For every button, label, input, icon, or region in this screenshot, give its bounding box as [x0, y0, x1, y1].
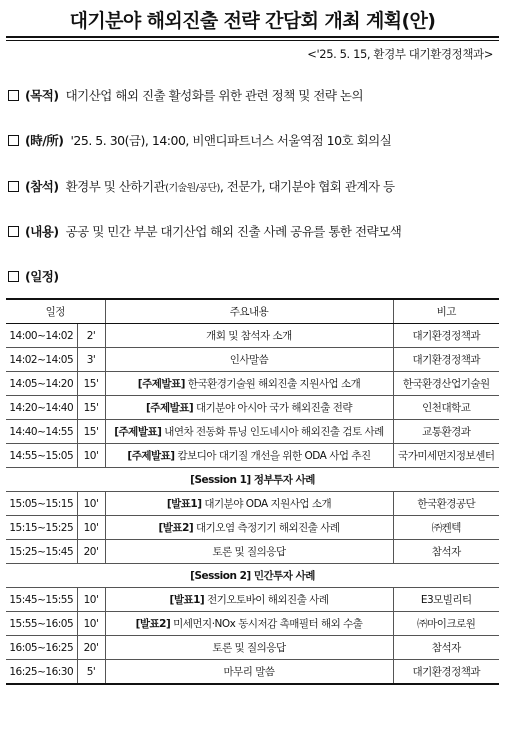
header-time: 일정 — [6, 299, 105, 324]
table-row — [6, 492, 499, 516]
content-text: 한국환경기술원 해외진출 지원사업 소개 — [187, 378, 361, 390]
duration-cell: 15' — [77, 372, 105, 396]
item-attendees — [8, 177, 499, 195]
item-label: (일정) — [25, 269, 59, 284]
table-row — [6, 612, 499, 636]
table-row — [6, 420, 499, 444]
content-text: 인사말씀 — [229, 354, 269, 366]
presentation-tag: [주제발표] — [114, 426, 162, 438]
duration-cell: 20' — [77, 636, 105, 660]
presentation-tag: [주제발표] — [146, 402, 194, 414]
table-row — [6, 660, 499, 685]
checkbox-square-icon — [8, 271, 19, 282]
table-row — [6, 516, 499, 540]
table-row — [6, 324, 499, 348]
note-cell: 참석자 — [393, 540, 499, 564]
time-cell: 14:02~14:05 — [6, 348, 77, 372]
content-text: 내연차 전동화 튜닝 인도네시아 해외진출 검토 사례 — [164, 426, 384, 438]
item-purpose — [8, 86, 499, 104]
content-cell — [105, 636, 393, 660]
duration-cell: 10' — [77, 444, 105, 468]
note-cell: 인천대학교 — [393, 396, 499, 420]
note-cell: 대기환경정책과 — [393, 348, 499, 372]
content-text: 대기분야 ODA 지원사업 소개 — [204, 498, 332, 510]
time-cell: 14:55~15:05 — [6, 444, 77, 468]
presentation-tag: [발표1] — [166, 498, 202, 510]
presentation-tag: [발표1] — [169, 594, 205, 606]
schedule-table — [6, 298, 499, 685]
table-row — [6, 444, 499, 468]
header-content: 주요내용 — [105, 299, 393, 324]
content-cell — [105, 348, 393, 372]
table-row — [6, 588, 499, 612]
item-label: (내용) — [25, 224, 59, 239]
content-cell — [105, 492, 393, 516]
checkbox-square-icon — [8, 181, 19, 192]
content-cell — [105, 516, 393, 540]
header-note: 비고 — [393, 299, 499, 324]
schedule-header-row — [6, 299, 499, 324]
time-cell: 14:40~14:55 — [6, 420, 77, 444]
checkbox-square-icon — [8, 226, 19, 237]
time-cell: 15:05~15:15 — [6, 492, 77, 516]
note-cell: ㈜켄텍 — [393, 516, 499, 540]
session-title: [Session 1] 정부투자 사례 — [6, 468, 499, 492]
title-rule-thick — [6, 36, 499, 38]
content-cell — [105, 444, 393, 468]
presentation-tag: [주제발표] — [137, 378, 185, 390]
time-cell: 16:05~16:25 — [6, 636, 77, 660]
content-cell — [105, 324, 393, 348]
time-cell: 14:00~14:02 — [6, 324, 77, 348]
item-label: (목적) — [25, 88, 59, 103]
presentation-tag: [발표2] — [135, 618, 171, 630]
item-schedule — [8, 267, 499, 285]
content-text: 캄보디아 대기질 개선을 위한 ODA 사업 추진 — [177, 450, 371, 462]
document-title: 대기분야 해외진출 전략 간담회 개최 계획(안) — [69, 10, 436, 32]
content-text: 대기분야 아시아 국가 해외진출 전략 — [196, 402, 353, 414]
table-row — [6, 636, 499, 660]
content-text: 전기오토바이 해외진출 사례 — [207, 594, 329, 606]
title-rule-thin — [6, 40, 499, 41]
item-text: 공공 및 민간 부분 대기산업 해외 진출 사례 공유를 통한 전략모색 — [65, 224, 402, 239]
duration-cell: 10' — [77, 612, 105, 636]
item-text-after: , 전문가, 대기분야 협회 관계자 등 — [219, 179, 395, 194]
session-row — [6, 468, 499, 492]
note-cell: 교통환경과 — [393, 420, 499, 444]
content-cell — [105, 660, 393, 685]
item-label: (참석) — [25, 179, 59, 194]
duration-cell: 15' — [77, 396, 105, 420]
note-cell: 대기환경정책과 — [393, 324, 499, 348]
content-cell — [105, 588, 393, 612]
table-row — [6, 540, 499, 564]
time-cell: 16:25~16:30 — [6, 660, 77, 685]
content-cell — [105, 372, 393, 396]
time-cell: 15:15~15:25 — [6, 516, 77, 540]
duration-cell: 10' — [77, 492, 105, 516]
content-text: 개회 및 참석자 소개 — [206, 330, 292, 342]
duration-cell: 10' — [77, 516, 105, 540]
item-text: '25. 5. 30(금), 14:00, 비앤디파트너스 서울역점 10호 회의실 — [70, 133, 392, 148]
content-cell — [105, 420, 393, 444]
content-text: 미세먼지·NOx 동시저감 촉매필터 해외 수출 — [173, 618, 363, 630]
session-title: [Session 2] 민간투자 사례 — [6, 564, 499, 588]
note-cell: 참석자 — [393, 636, 499, 660]
session-row — [6, 564, 499, 588]
duration-cell: 2' — [77, 324, 105, 348]
item-text: 대기산업 해외 진출 활성화를 위한 관련 정책 및 전략 논의 — [65, 88, 364, 103]
duration-cell: 20' — [77, 540, 105, 564]
item-text: 환경부 및 산하기관 — [65, 179, 166, 194]
note-cell: 한국환경공단 — [393, 492, 499, 516]
table-row — [6, 396, 499, 420]
item-time-place — [8, 131, 499, 149]
duration-cell: 5' — [77, 660, 105, 685]
content-cell — [105, 540, 393, 564]
note-cell: ㈜마이크로원 — [393, 612, 499, 636]
duration-cell: 10' — [77, 588, 105, 612]
table-row — [6, 372, 499, 396]
duration-cell: 15' — [77, 420, 105, 444]
content-text: 마무리 말씀 — [223, 666, 275, 678]
item-subtext: (기술원/공단) — [165, 182, 220, 194]
content-text: 토론 및 질의응답 — [212, 642, 286, 654]
table-row — [6, 348, 499, 372]
time-cell: 15:45~15:55 — [6, 588, 77, 612]
time-cell: 15:55~16:05 — [6, 612, 77, 636]
content-text: 토론 및 질의응답 — [212, 546, 286, 558]
duration-cell: 3' — [77, 348, 105, 372]
note-cell: 한국환경산업기술원 — [393, 372, 499, 396]
item-label: (時/所) — [25, 133, 64, 148]
checkbox-square-icon — [8, 135, 19, 146]
content-cell — [105, 396, 393, 420]
time-cell: 15:25~15:45 — [6, 540, 77, 564]
note-cell: 국가미세먼지정보센터 — [393, 444, 499, 468]
schedule-body — [6, 324, 499, 685]
content-text: 대기오염 측정기기 해외진출 사례 — [196, 522, 340, 534]
note-cell: 대기환경정책과 — [393, 660, 499, 685]
content-cell — [105, 612, 393, 636]
time-cell: 14:20~14:40 — [6, 396, 77, 420]
item-content — [8, 222, 499, 240]
time-cell: 14:05~14:20 — [6, 372, 77, 396]
presentation-tag: [주제발표] — [127, 450, 175, 462]
note-cell: E3모빌리티 — [393, 588, 499, 612]
presentation-tag: [발표2] — [158, 522, 194, 534]
checkbox-square-icon — [8, 90, 19, 101]
document-meta: <'25. 5. 15, 환경부 대기환경정책과> — [307, 47, 493, 61]
